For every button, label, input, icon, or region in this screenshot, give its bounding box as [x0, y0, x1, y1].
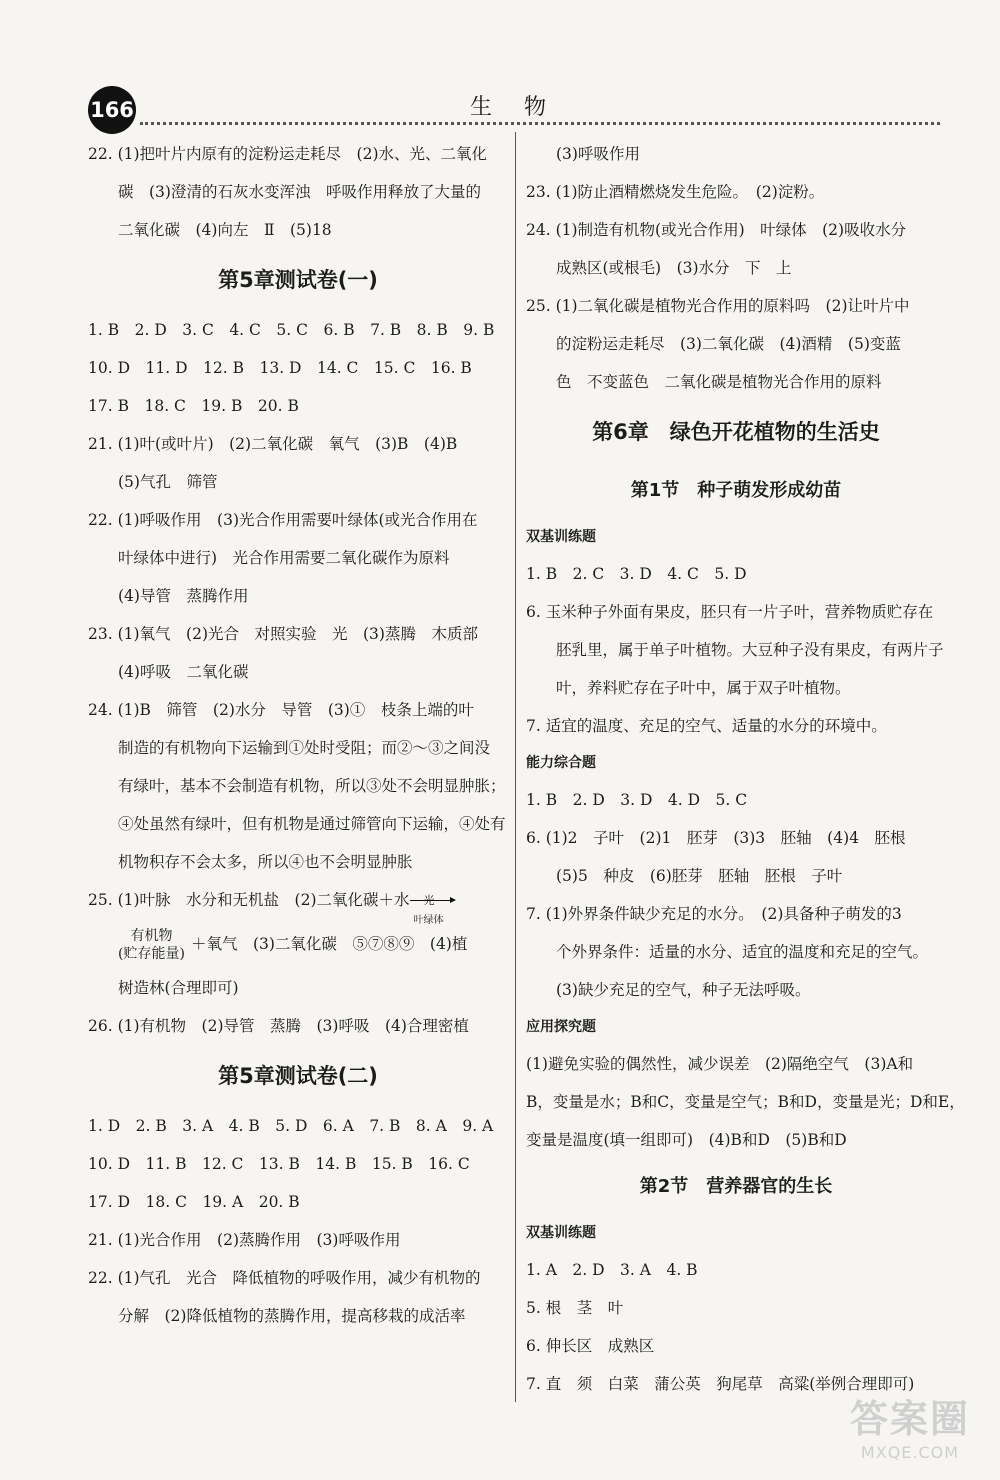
answer-line: 1. B 2. D 3. C 4. C 5. C 6. B 7. B 8. B 9. B — [88, 321, 495, 339]
answer-line: 17. D 18. C 19. A 20. B — [88, 1193, 300, 1211]
answer-line: 10. D 11. D 12. B 13. D 14. C 15. C 16. B — [88, 359, 472, 377]
arrow-condition-light: 光 — [423, 894, 435, 907]
right-column — [526, 135, 965, 1403]
answer-line: B，变量是水；B和C，变量是空气；B和D，变量是光；D和E， — [526, 1093, 965, 1111]
answer-line-equation — [88, 881, 508, 926]
answer-line: 22. (1)气孔 光合 降低植物的呼吸作用，减少有机物的 — [88, 1269, 481, 1287]
answer-line: (3)缺少充足的空气，种子无法呼吸。 — [556, 981, 811, 999]
answer-line: 23. (1)氧气 (2)光合 对照实验 光 (3)蒸腾 木质部 — [88, 625, 478, 643]
answer-line: 10. D 11. B 12. C 13. B 14. B 15. B 16. C — [88, 1155, 470, 1173]
header-rule — [140, 122, 940, 125]
answer-line: 24. (1)制造有机物(或光合作用) 叶绿体 (2)吸收水分 — [526, 221, 907, 239]
answer-line: 变量是温度(填一组即可) (4)B和D (5)B和D — [526, 1131, 847, 1149]
equation-rest: ＋氧气 (3)二氧化碳 ⑤⑦⑧⑨ (4)植 — [190, 935, 468, 953]
section2-basic-label: 双基训练题 — [526, 1225, 596, 1241]
answer-line: 的淀粉运走耗尽 (3)二氧化碳 (4)酒精 (5)变蓝 — [556, 335, 901, 353]
answer-line — [88, 919, 508, 969]
answer-line: 胚乳里，属于单子叶植物。大豆种子没有果皮，有两片子 — [556, 641, 944, 659]
answer-line: 有绿叶，基本不会制造有机物，所以③处不会明显肿胀； — [118, 777, 506, 795]
answer-line: 22. (1)呼吸作用 (3)光合作用需要叶绿体(或光合作用在 — [88, 511, 478, 529]
product-name: 有机物 — [130, 928, 173, 944]
answer-line: 22. (1)把叶片内原有的淀粉运走耗尽 (2)水、光、二氧化 — [88, 145, 487, 163]
answer-line: 7. 适宜的温度、充足的空气、适量的水分的环境中。 — [526, 717, 887, 735]
answer-line: 碳 (3)澄清的石灰水变浑浊 呼吸作用释放了大量的 — [118, 183, 481, 201]
answer-line: 1. B 2. C 3. D 4. C 5. D — [526, 565, 747, 583]
page-number-badge: 166 — [88, 86, 136, 134]
answer-line: (5)气孔 筛管 — [118, 473, 218, 491]
answer-line: 6. 伸长区 成熟区 — [526, 1337, 655, 1355]
answer-line: 制造的有机物向下运输到①处时受阻；而②～③之间没 — [118, 739, 491, 757]
test1-heading: 第5章测试卷(一) — [218, 268, 378, 292]
product-stack — [118, 927, 185, 963]
column-divider — [515, 132, 516, 1402]
answer-line: 23. (1)防止酒精燃烧发生危险。 (2)淀粉。 — [526, 183, 825, 201]
answer-line: 色 不变蓝色 二氧化碳是植物光合作用的原料 — [556, 373, 882, 391]
reaction-arrow — [410, 886, 456, 926]
answer-line: (3)呼吸作用 — [556, 145, 640, 163]
section1-basic-label: 双基训练题 — [526, 529, 596, 545]
answer-line: 17. B 18. C 19. B 20. B — [88, 397, 299, 415]
answer-line: 成熟区(或根毛) (3)水分 下 上 — [556, 259, 792, 277]
answer-line: 二氧化碳 (4)向左 Ⅱ (5)18 — [118, 221, 332, 239]
answer-line: 叶绿体中进行) 光合作用需要二氧化碳作为原料 — [118, 549, 450, 567]
answer-line: 树造林(合理即可) — [118, 979, 239, 997]
answer-line: 叶，养料贮存在子叶中，属于双子叶植物。 — [556, 679, 851, 697]
answer-line: 26. (1)有机物 (2)导管 蒸腾 (3)呼吸 (4)合理密植 — [88, 1017, 469, 1035]
answer-line: 21. (1)叶(或叶片) (2)二氧化碳 氧气 (3)B (4)B — [88, 435, 458, 453]
answer-line: 1. B 2. D 3. D 4. D 5. C — [526, 791, 748, 809]
answer-line: 25. (1)二氧化碳是植物光合作用的原料吗 (2)让叶片中 — [526, 297, 910, 315]
answer-line: 7. (1)外界条件缺少充足的水分。 (2)具备种子萌发的3 — [526, 905, 902, 923]
chapter6-heading: 第6章 绿色开花植物的生活史 — [592, 420, 880, 444]
product-note: (贮存能量) — [118, 946, 185, 962]
section2-heading: 第2节 营养器官的生长 — [639, 1176, 833, 1197]
answer-line: (4)呼吸 二氧化碳 — [118, 663, 249, 681]
watermark-logo — [850, 1388, 970, 1462]
answer-line: ④处虽然有绿叶，但有机物是通过筛管向下运输，④处有 — [118, 815, 506, 833]
equation-text: 25. (1)叶脉 水分和无机盐 (2)二氧化碳＋水 — [88, 891, 410, 909]
answer-line: 1. D 2. B 3. A 4. B 5. D 6. A 7. B 8. A 9. A — [88, 1117, 494, 1135]
section1-ability-label: 能力综合题 — [526, 755, 596, 771]
answer-line: (1)避免实验的偶然性，减少误差 (2)隔绝空气 (3)A和 — [526, 1055, 914, 1073]
answer-line: 1. A 2. D 3. A 4. B — [526, 1261, 698, 1279]
answer-line: 21. (1)光合作用 (2)蒸腾作用 (3)呼吸作用 — [88, 1231, 401, 1249]
answer-line: 6. 玉米种子外面有果皮，胚只有一片子叶，营养物质贮存在 — [526, 603, 934, 621]
answer-line: 6. (1)2 子叶 (2)1 胚芽 (3)3 胚轴 (4)4 胚根 — [526, 829, 906, 847]
arrow-line — [410, 900, 454, 901]
watermark-text: 答案圈 — [849, 1397, 970, 1441]
answer-line: 分解 (2)降低植物的蒸腾作用，提高移栽的成活率 — [118, 1307, 466, 1325]
answer-line: 个外界条件：适量的水分、适宜的温度和充足的空气。 — [556, 943, 929, 961]
left-column — [88, 135, 508, 1335]
section1-apply-label: 应用探究题 — [526, 1019, 596, 1035]
answer-line: (5)5 种皮 (6)胚芽 胚轴 胚根 子叶 — [556, 867, 843, 885]
answer-line: 5. 根 茎 叶 — [526, 1299, 624, 1317]
test2-heading: 第5章测试卷(二) — [218, 1064, 378, 1088]
answer-line: 机物积存不会太多，所以④也不会明显肿胀 — [118, 853, 413, 871]
answer-line: 24. (1)B 筛管 (2)水分 导管 (3)① 枝条上端的叶 — [88, 701, 474, 719]
section1-heading: 第1节 种子萌发形成幼苗 — [630, 480, 842, 501]
arrow-condition-chloroplast: 叶绿体 — [413, 915, 444, 926]
page-header — [0, 78, 1000, 138]
answer-line: 7. 直 须 白菜 蒲公英 狗尾草 高粱(举例合理即可) — [526, 1375, 915, 1393]
subject-title: 生物 — [470, 95, 579, 120]
watermark-url: MXQE.COM — [860, 1443, 960, 1462]
answer-line: (4)导管 蒸腾作用 — [118, 587, 249, 605]
